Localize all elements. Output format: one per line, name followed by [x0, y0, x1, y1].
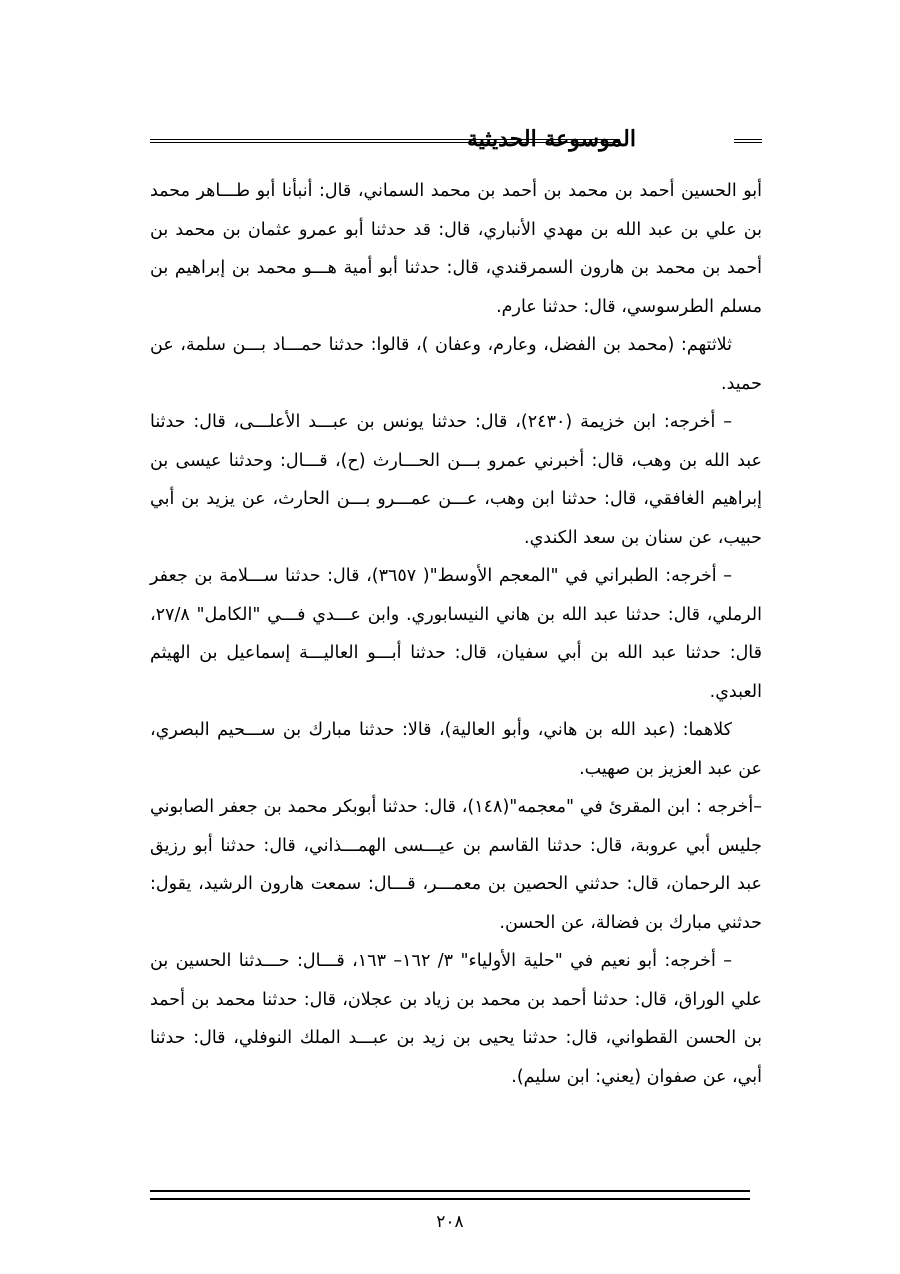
paragraph: كلاهما: (عبد الله بن هاني، وأبو العالية)، قالا: حدثنا مبارك بن ســـحيم البصري، عن عبد العزيز بن صهيب.	[150, 720, 762, 779]
running-header	[150, 126, 762, 156]
paragraph: ثلاثتهم: (محمد بن الفضل، وعارم، وعفان )، قالوا: حدثنا حمـــاد بـــن سلمة، عن حميد.	[150, 335, 762, 394]
paragraph: – أخرجه: ابن خزيمة (٢٤٣٠)، قال: حدثنا يونس بن عبـــد الأعلـــى، قال: حدثنا عبد الله بن وهب، قال: أخبرني عمرو بـــن الحـــارث (ح)، قـــال: وحدثنا عيسى بن إبراهيم الغافقي، قال: حدثنا ابن وهب، عـــن عمـــرو بـــن الحارث، عن يزيد بن أبي حبيب، عن سنان بن سعد الكندي.	[150, 412, 762, 548]
header-rule-right	[734, 139, 762, 146]
book-title: الموسوعة الحديثية	[466, 126, 636, 152]
paragraph: – أخرجه: الطبراني في "المعجم الأوسط"( ٣٦٥٧)، قال: حدثنا ســـلامة بن جعفر الرملي، قال: حدثنا عبد الله بن هاني النيسابوري. وابن عـــدي فـــي "الكامل" ٢٧/٨، قال: حدثنا عبد الله بن أبي سفيان، قال: حدثنا أبـــو العاليـــة إسماعيل بن الهيثم العبدي.	[150, 566, 762, 702]
page-body	[150, 172, 762, 1096]
footer-rule	[150, 1190, 750, 1200]
paragraph: – أخرجه: أبو نعيم في "حلية الأولياء" ٣/ ١٦٢– ١٦٣، قـــال: حـــدثنا الحسين بن علي الوراق، قال: حدثنا أحمد بن محمد بن زياد بن عجلان، قال: حدثنا محمد بن أحمد بن الحسن القطواني، قال: حدثنا يحيى بن زيد بن عبـــد الملك النوفلي، قال: حدثنا أبي، عن صفوان (يعني: ابن سليم).	[150, 951, 762, 1087]
page-number: ٢٠٨	[436, 1212, 464, 1232]
paragraph: أبو الحسين أحمد بن محمد بن أحمد بن محمد السماني، قال: أنبأنا أبو طـــاهر محمد بن علي بن عبد الله بن مهدي الأنباري، قال: قد حدثنا أبو عمرو عثمان بن محمد بن أحمد بن محمد بن هارون السمرقندي، قال: حدثنا أبو أمية هـــو محمد بن إبراهيم بن مسلم الطرسوسي، قال: حدثنا عارم.	[150, 181, 762, 317]
paragraph: –أخرجه : ابن المقرئ في "معجمه"(١٤٨)، قال: حدثنا أبوبكر محمد بن جعفر الصابوني جليس أبي عروبة، قال: حدثنا القاسم بن عيـــسى الهمـــذاني، قال: حدثنا أبو رزيق عبد الرحمان، قال: حدثني الحصين بن معمـــر، قـــال: سمعت هارون الرشيد، يقول: حدثني مبارك بن فضالة، عن الحسن.	[150, 797, 762, 933]
